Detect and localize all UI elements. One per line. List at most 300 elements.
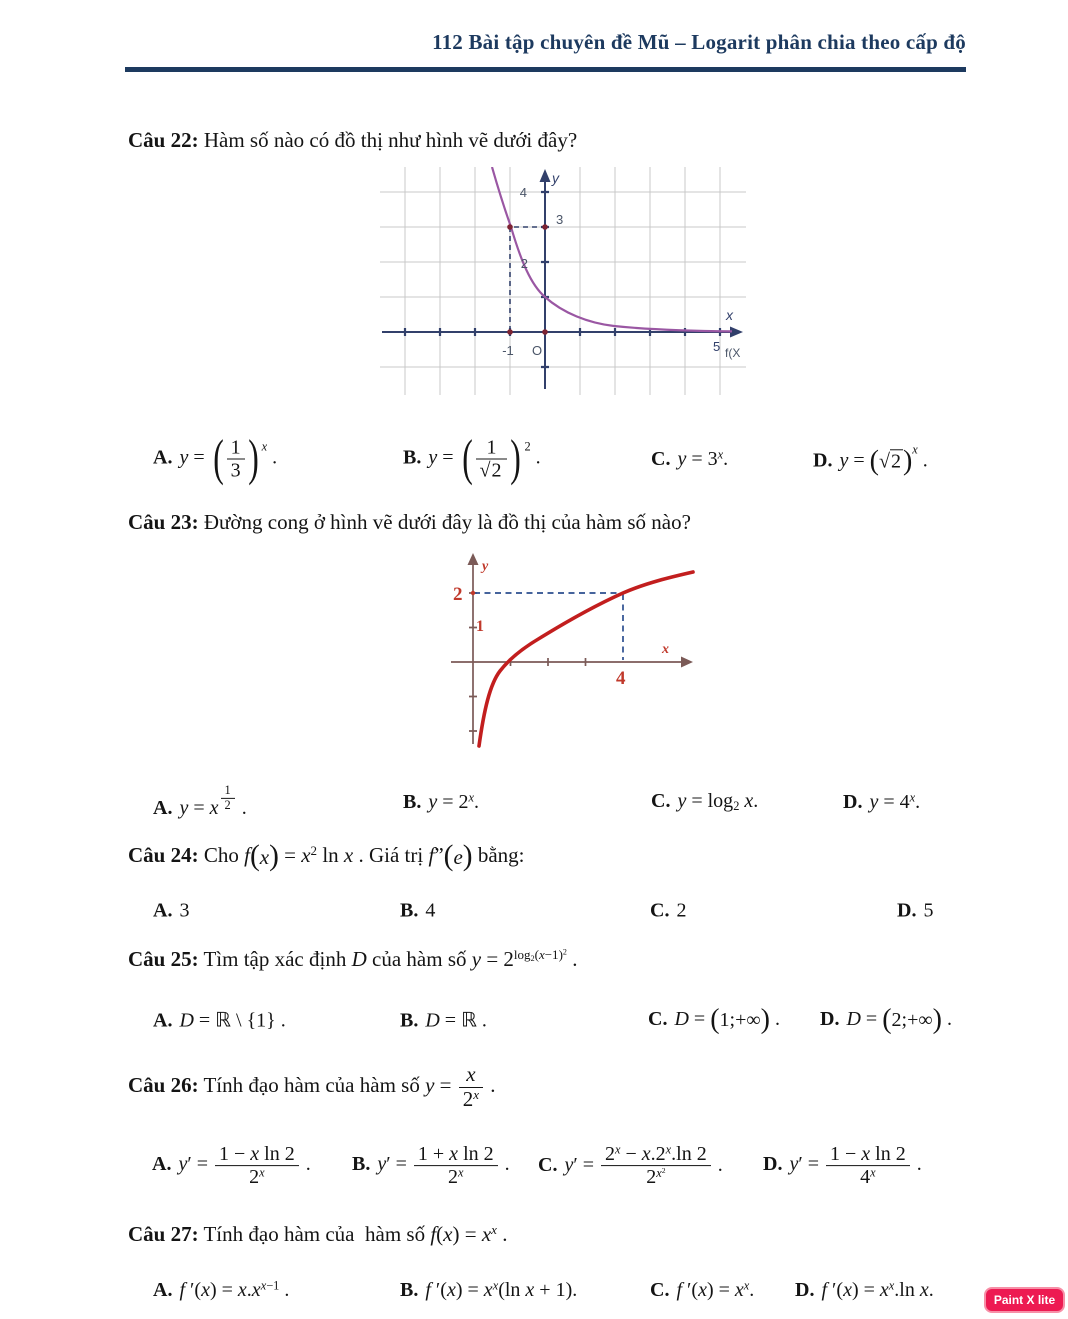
math-text: 1 − [830, 1143, 862, 1166]
math-parens [869, 445, 913, 477]
option-letter: A. [152, 1153, 172, 1176]
option-letter: B. [400, 899, 419, 922]
fraction-numerator [221, 784, 235, 798]
right-paren-icon: ) [902, 445, 913, 477]
math-script [261, 1278, 280, 1292]
math-text: D [674, 1007, 689, 1030]
math-text: x [260, 1278, 267, 1293]
math-text: ) = [209, 1278, 238, 1301]
math-text: f [179, 1278, 186, 1301]
math-text: x [909, 790, 916, 805]
math-text: 1 [230, 436, 241, 459]
math-text: D [179, 1009, 194, 1032]
math-text: = [848, 449, 870, 472]
math-text: x [209, 797, 219, 820]
math-text: x [259, 845, 270, 870]
statement-text: Tính đạo hàm của hàm số [198, 1222, 431, 1246]
math-text: 2 [448, 1166, 458, 1189]
math-text: 2 [224, 797, 231, 812]
math-text: = [188, 446, 210, 469]
math-text: x [734, 1278, 744, 1301]
math-text: f [244, 843, 250, 867]
grid-lines [380, 167, 746, 395]
math-text: x [251, 1278, 261, 1301]
math-text: x [343, 843, 354, 867]
right-paren-icon: ) [510, 430, 522, 487]
question-label: Câu 27: [128, 1222, 199, 1246]
option-letter: A. [153, 797, 173, 820]
page-title: 112 Bài tập chuyên đề Mũ – Logarit phân chia theo cấp độ [432, 30, 966, 54]
math-text: x [665, 1142, 672, 1157]
options-row-q23 [0, 779, 1068, 825]
math-text: 5 [923, 899, 934, 922]
question-statement-q22 [128, 127, 577, 153]
math-text: . [917, 449, 928, 472]
left-paren-icon: ( [212, 430, 224, 487]
math-text: x [466, 1062, 476, 1086]
option-q25-d [820, 1006, 952, 1034]
math-text: ′( [430, 1278, 447, 1301]
math-text: ln 2 [259, 1143, 295, 1166]
option-q23-d [843, 790, 920, 814]
fraction-denominator [414, 1166, 498, 1189]
fig22-origin-label: O [532, 343, 543, 358]
math-text: x [458, 1165, 464, 1180]
math-text: x [744, 789, 754, 812]
math-fraction [221, 784, 235, 813]
math-text: 2 [661, 1165, 666, 1175]
math-text: = 3 [686, 447, 718, 470]
math-text: D [425, 1009, 440, 1032]
math-script [219, 782, 237, 812]
math-text: = log [686, 789, 734, 812]
x-axis-arrow [681, 657, 693, 668]
left-paren-icon: ( [869, 445, 879, 477]
paren-content [892, 1009, 933, 1032]
right-paren-icon: ) [760, 1004, 770, 1035]
fig22-fx-label: f(X [725, 346, 741, 360]
question-label: Câu 25: [128, 947, 199, 971]
math-text: ′ = [187, 1153, 213, 1176]
math-text: = [688, 1007, 711, 1030]
left-paren-icon: ( [443, 840, 454, 873]
option-q27-c [650, 1278, 754, 1302]
option-letter: C. [650, 899, 670, 922]
option-math [179, 1279, 289, 1301]
math-text: x [870, 1165, 876, 1180]
math-text: x [912, 442, 918, 457]
option-q26-a [152, 1143, 311, 1189]
math-script [870, 1166, 876, 1180]
option-math [923, 900, 933, 922]
option-math [789, 1143, 922, 1189]
math-text: = 2 [437, 790, 469, 813]
fig22-xtick-minus1: -1 [502, 343, 514, 358]
math-text: ′( [185, 1278, 202, 1301]
figure-cau22 [380, 167, 746, 395]
math-text: 2 [491, 459, 502, 482]
option-q24-c [650, 900, 686, 923]
right-paren-icon: ) [462, 840, 473, 873]
math-fraction [826, 1143, 910, 1189]
statement-text: . Giá trị [353, 843, 429, 867]
math-fraction [227, 436, 245, 482]
option-q22-a [153, 430, 278, 487]
statement-math [472, 947, 578, 971]
math-text: x [919, 1278, 929, 1301]
fig23-y-axis-label: y [482, 559, 489, 574]
option-math [674, 1004, 780, 1035]
paintx-watermark-badge: Paint X lite [984, 1287, 1065, 1313]
option-math [178, 1143, 311, 1189]
option-letter: D. [813, 449, 833, 472]
math-text: x [446, 1278, 456, 1301]
math-text: 2 [646, 1166, 657, 1189]
paren-content [225, 436, 247, 482]
option-math [839, 442, 928, 477]
math-text: .ln 2 [671, 1143, 707, 1166]
option-letter: A. [153, 1278, 173, 1301]
fraction-numerator [459, 1063, 483, 1087]
question-statement-q24 [128, 842, 524, 872]
option-math [869, 791, 920, 813]
math-text: 2 [310, 842, 318, 858]
math-text: x [250, 1143, 260, 1166]
fig22-y-axis-label: y [552, 170, 559, 186]
math-text: y [677, 789, 687, 812]
fig23-x-axis-label: x [662, 642, 669, 657]
option-math [676, 900, 686, 922]
statement-text: Cho [198, 843, 245, 867]
question-label: Câu 26: [128, 1072, 199, 1097]
statement-text: Tìm tập xác định [198, 947, 352, 971]
math-fraction [414, 1143, 498, 1189]
math-text: ′ = [386, 1153, 412, 1176]
statement-math [244, 840, 354, 873]
option-letter: D. [763, 1153, 783, 1176]
option-q24-b [400, 900, 435, 923]
math-text: ) [558, 946, 563, 962]
math-text: = [860, 1007, 883, 1030]
math-text: y [179, 797, 189, 820]
fig23-ytick-1: 1 [476, 618, 484, 635]
question-label: Câu 24: [128, 843, 199, 867]
math-text: ) = [452, 1222, 482, 1246]
math-text: ” [434, 843, 444, 867]
math-text: y [564, 1153, 574, 1176]
option-math [377, 1143, 510, 1189]
statement-text: Tính đạo hàm của hàm số [198, 1072, 426, 1097]
math-text: x [888, 1278, 895, 1293]
figure-cau23 [443, 552, 695, 748]
math-text: ln [317, 843, 344, 867]
option-math [846, 1004, 952, 1035]
math-text: x [879, 1278, 889, 1301]
math-text: . [928, 1278, 934, 1301]
math-text: x [861, 1143, 871, 1166]
option-letter: B. [400, 1009, 419, 1032]
fig22-ytick-2: 2 [520, 256, 528, 271]
math-text: x [843, 1278, 852, 1301]
math-text: . [236, 797, 247, 820]
paren-content [474, 436, 510, 482]
math-text: x [473, 1086, 480, 1102]
option-q25-c [648, 1006, 780, 1034]
math-text: .2 [650, 1143, 666, 1166]
math-text: 1 [486, 436, 497, 459]
math-text: = [434, 1072, 457, 1097]
option-letter: C. [651, 789, 671, 812]
fraction-denominator [221, 798, 235, 813]
math-text: y [178, 1153, 188, 1176]
math-text: x [261, 439, 268, 454]
math-text: = [278, 843, 302, 867]
math-text: 2 [605, 1143, 615, 1166]
math-text: f [676, 1278, 683, 1301]
option-math [179, 900, 189, 922]
math-text: ′( [827, 1278, 844, 1301]
math-text: = 4 [878, 790, 910, 813]
paren-content [260, 844, 269, 870]
math-text: 3 [230, 459, 241, 482]
option-letter: D. [795, 1278, 815, 1301]
math-radical [879, 449, 903, 472]
option-math [564, 1142, 723, 1189]
math-text: x [492, 1278, 499, 1293]
math-text: y [869, 790, 879, 813]
math-text: x [641, 1143, 651, 1166]
options-row-q24 [0, 894, 1068, 928]
option-math [425, 1010, 487, 1032]
math-text: 4 [860, 1166, 871, 1189]
math-text: . [769, 1007, 780, 1030]
math-text: x [615, 1142, 621, 1157]
math-text: . [941, 1007, 952, 1030]
math-text: + 1). [534, 1278, 578, 1301]
math-text: f [425, 1278, 431, 1301]
fraction-denominator [215, 1166, 299, 1189]
math-text: log [513, 946, 531, 962]
math-text: x [483, 1278, 493, 1301]
fraction-denominator [227, 459, 245, 482]
option-letter: B. [400, 1278, 419, 1301]
math-text: . [915, 790, 921, 813]
fraction-numerator [476, 436, 508, 458]
fraction-denominator [601, 1165, 711, 1188]
math-text: y [789, 1153, 799, 1176]
math-text: . [499, 1153, 510, 1176]
y-axis-arrow [468, 553, 479, 565]
math-text: ′ = [798, 1153, 824, 1176]
right-paren-icon: ) [269, 840, 279, 873]
math-text: ) = [455, 1278, 484, 1301]
math-text: f [821, 1278, 828, 1301]
math-text: 2 [530, 953, 535, 963]
math-text: x [443, 1222, 453, 1246]
question-label: Câu 23: [128, 510, 199, 534]
math-text: 1 [224, 782, 231, 797]
math-fraction [215, 1143, 299, 1189]
option-q27-d [795, 1278, 934, 1302]
math-text: 2 [676, 899, 687, 922]
option-letter: B. [403, 790, 422, 813]
fraction-denominator [476, 459, 508, 482]
math-text: 2 [562, 947, 567, 957]
fraction-denominator [826, 1166, 910, 1189]
math-text: − [620, 1143, 642, 1166]
option-q23-c [651, 790, 758, 814]
math-text: D [846, 1007, 861, 1030]
option-q24-a [153, 900, 189, 923]
math-text: ) = [706, 1278, 735, 1301]
math-parens [210, 430, 262, 487]
math-text: x [656, 1165, 662, 1180]
math-fraction [459, 1063, 483, 1111]
math-text: −1 [266, 1278, 280, 1293]
math-text: = ℝ \ {1} . [193, 1009, 286, 1032]
math-text: f [428, 843, 435, 867]
option-q27-b [400, 1278, 577, 1302]
math-text: 4 [425, 899, 436, 922]
math-text: 2 [249, 1166, 260, 1189]
math-fraction [601, 1143, 711, 1189]
fraction-numerator [227, 436, 245, 458]
math-script [458, 1166, 464, 1180]
exponential-graph [380, 167, 746, 395]
math-text: = [437, 446, 459, 469]
math-text: . [712, 1153, 723, 1176]
math-text: x [449, 1143, 459, 1166]
statement-math [425, 1062, 496, 1111]
option-letter: C. [538, 1153, 558, 1176]
fraction-numerator [215, 1143, 299, 1165]
math-text: . [485, 1072, 496, 1097]
options-row-q22 [0, 418, 1068, 500]
left-paren-icon: ( [461, 430, 473, 487]
axes [451, 561, 685, 744]
fig23-xtick-4: 4 [616, 668, 626, 689]
math-text: −1 [544, 946, 559, 962]
fraction-numerator [601, 1143, 711, 1165]
left-paren-icon: ( [710, 1004, 720, 1035]
math-text: ( [436, 1222, 444, 1246]
math-text: x [237, 1278, 247, 1301]
math-text: D [351, 947, 367, 971]
math-script [259, 1166, 265, 1180]
statement-math [428, 840, 473, 873]
option-q25-a [153, 1008, 286, 1033]
options-row-q25 [0, 999, 1068, 1041]
math-script [473, 1087, 479, 1102]
math-text: = [188, 797, 210, 820]
math-text: ′( [682, 1278, 699, 1301]
math-text: 1 − [219, 1143, 251, 1166]
options-row-q27 [0, 1270, 1068, 1310]
math-text: . [911, 1153, 922, 1176]
math-text: y [377, 1153, 387, 1176]
question-label: Câu 22: [128, 128, 199, 152]
math-parens [882, 1006, 942, 1034]
math-script [514, 947, 567, 962]
math-text: 2 [524, 439, 531, 454]
statement-text: của hàm số [366, 947, 472, 971]
option-math [179, 1010, 285, 1032]
option-letter: C. [651, 447, 671, 470]
math-text: . [279, 1278, 290, 1301]
math-text: ( [534, 946, 539, 962]
math-text: . [246, 1278, 252, 1301]
option-math [428, 791, 479, 813]
option-letter: D. [897, 899, 917, 922]
option-math [425, 900, 435, 922]
logarithm-graph [443, 552, 695, 748]
math-text: 1;+∞ [719, 1008, 761, 1031]
math-text: y [428, 446, 438, 469]
paren-content [720, 1009, 761, 1032]
option-q22-b [403, 430, 541, 487]
fraction-denominator [459, 1087, 483, 1112]
math-text: f [430, 1222, 437, 1246]
option-letter: A. [153, 446, 173, 469]
options-row-q26 [0, 1134, 1068, 1198]
math-text: ) = [851, 1278, 880, 1301]
math-text: . [267, 446, 278, 469]
paren-content [879, 450, 903, 473]
question-statement-q27 [128, 1221, 507, 1247]
option-letter: B. [352, 1153, 371, 1176]
math-text: x [538, 946, 545, 962]
math-text: ln 2 [458, 1143, 494, 1166]
math-text: x [481, 1222, 492, 1246]
math-text: . [496, 1222, 508, 1246]
math-text: . [530, 446, 541, 469]
math-text: x [301, 843, 311, 867]
math-text: y [179, 446, 189, 469]
option-letter: B. [403, 446, 422, 469]
option-letter: C. [648, 1007, 668, 1030]
option-q23-a [153, 784, 247, 820]
option-math [677, 448, 728, 470]
math-text: . [566, 947, 578, 971]
right-paren-icon: ) [247, 430, 259, 487]
math-text: 2 [890, 450, 901, 473]
option-math [821, 1279, 933, 1301]
fig22-ytick-3: 3 [556, 212, 564, 227]
fraction-numerator [414, 1143, 498, 1165]
fig23-ytick-2: 2 [453, 584, 463, 605]
fig22-x-axis-label: x [726, 307, 733, 323]
option-letter: A. [153, 1009, 173, 1032]
math-text: x [698, 1278, 707, 1301]
math-text: e [453, 845, 463, 870]
radicand [890, 449, 903, 472]
math-text: x [525, 1278, 535, 1301]
option-q27-a [153, 1278, 289, 1302]
y-axis-arrow [540, 169, 551, 182]
math-text: x [259, 1165, 265, 1180]
option-letter: C. [650, 1278, 670, 1301]
option-q26-c [538, 1143, 723, 1189]
math-text: 2 [733, 799, 740, 814]
math-script [662, 1165, 666, 1174]
option-q26-b [352, 1143, 510, 1189]
question-statement-q26 [128, 1063, 496, 1111]
option-q24-d [897, 900, 933, 923]
math-text: y [471, 947, 482, 971]
statement-text: Hàm số nào có đồ thị như hình vẽ dưới đây? [198, 128, 578, 152]
math-text: y [428, 790, 438, 813]
option-math [179, 782, 247, 820]
